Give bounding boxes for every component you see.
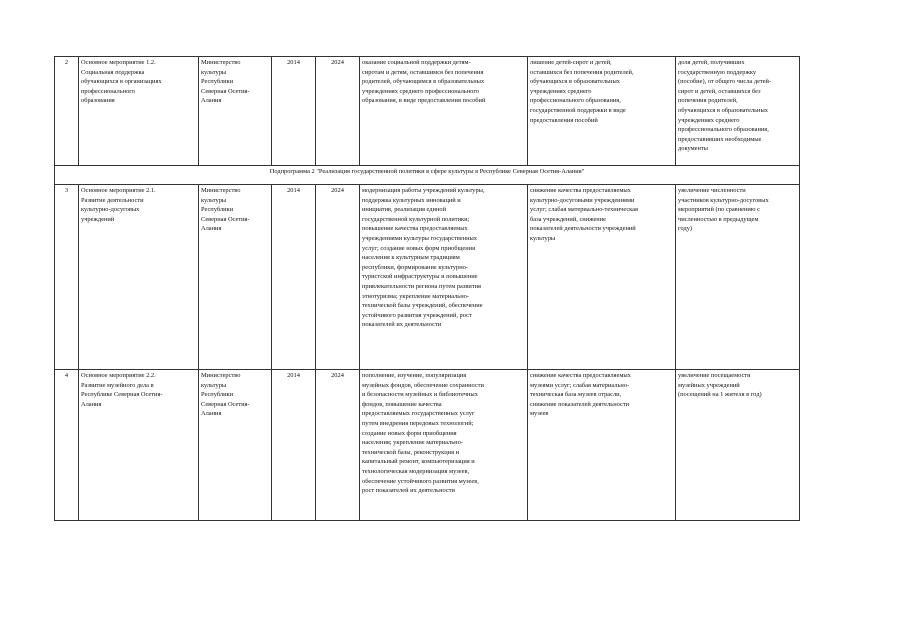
event-content: пополнение, изучение, популяризация музейных фондов, обеспечение сохранности и безопасности музейных и библиотечных фондов, повышение качества предоставляемых государственных услуг путем внедрения передовых технологий; создание новых форм приобщения населения; укрепление материально- технической базы, реконструкция и капитальный ремонт, компьютеризация и технологическая модернизация музеев, обеспечение устойчивого развития музеев, рост показателей их деятельности	[360, 370, 528, 521]
event-name: Основное мероприятие 1.2. Социальная поддержка обучающихся в организациях профессионального образования	[79, 57, 199, 166]
year-end: 2024	[316, 185, 360, 370]
executor: Министерство культуры Республики Северная Осетия- Алания	[199, 57, 272, 166]
year-start: 2014	[272, 370, 316, 521]
executor: Министерство культуры Республики Северная Осетия- Алания	[199, 185, 272, 370]
table-row	[55, 57, 800, 166]
year-end: 2024	[316, 370, 360, 521]
event-content: оказание социальной поддержки детям- сиротам и детям, оставшимся без попечения родителей, обучающимся в образовательных учреждениях среднего профессионального образования, в виде предоставления пособий	[360, 57, 528, 166]
year-end: 2024	[316, 57, 360, 166]
table-row	[55, 370, 800, 521]
year-start: 2014	[272, 57, 316, 166]
consequences: лишение детей-сирот и детей, оставшихся без попечения родителей, обучающихся в образовательных учреждениях среднего профессионального образования, государственной поддержки в виде предоставления пособий	[528, 57, 676, 166]
indicators: доля детей, получивших государственную поддержку (пособие), от общего числа детей- сирот и детей, оставшихся без попечения родителей, обучающихся в образовательных учреждениях среднего профессионального образования, предоставивших необходимые документы	[676, 57, 800, 166]
indicators: увеличение посещаемости музейных учреждений (посещений на 1 жителя в год)	[676, 370, 800, 521]
executor: Министерство культуры Республики Северная Осетия- Алания	[199, 370, 272, 521]
event-content: модернизация работы учреждений культуры, поддержка культурных инноваций и инициатив, реализация единой государственной культурной политики; повышение качества предоставляемых учреждениями культуры государственных услуг; создание новых форм приобщения населения к культурным традициям республики, формирование культурно- туристской инфраструктуры и повышение привлекательности региона путем развития этнотуризма; укрепление материально- технической базы учреждений, обеспечение устойчивого развития учреждений, рост показателей их деятельности	[360, 185, 528, 370]
event-name: Основное мероприятие 2.1. Развитие деятельности культурно-досуговых учреждений	[79, 185, 199, 370]
program-table	[54, 56, 800, 521]
year-start: 2014	[272, 185, 316, 370]
consequences: снижение качества предоставляемых музеями услуг; слабая материально- техническая база музеев отрасли, снижение показателей деятельности музеев	[528, 370, 676, 521]
subprogram-title: Подпрограмма 2 "Реализация государственной политики в сфере культуры в Республике Северная Осетия-Алания"	[55, 166, 800, 185]
indicators: увеличение численности участников культурно-досуговых мероприятий (по сравнению с численностью в предыдущем году)	[676, 185, 800, 370]
event-name: Основное мероприятие 2.2. Развитие музейного дела в Республике Северная Осетия- Алания	[79, 370, 199, 521]
consequences: снижение качества предоставляемых культурно-досуговыми учреждениями услуг; слабая материально-техническая база учреждений, снижение показателей деятельности учреждений культуры	[528, 185, 676, 370]
table-row	[55, 185, 800, 370]
row-number: 4	[55, 370, 79, 521]
section-row	[55, 166, 800, 185]
row-number: 3	[55, 185, 79, 370]
row-number: 2	[55, 57, 79, 166]
